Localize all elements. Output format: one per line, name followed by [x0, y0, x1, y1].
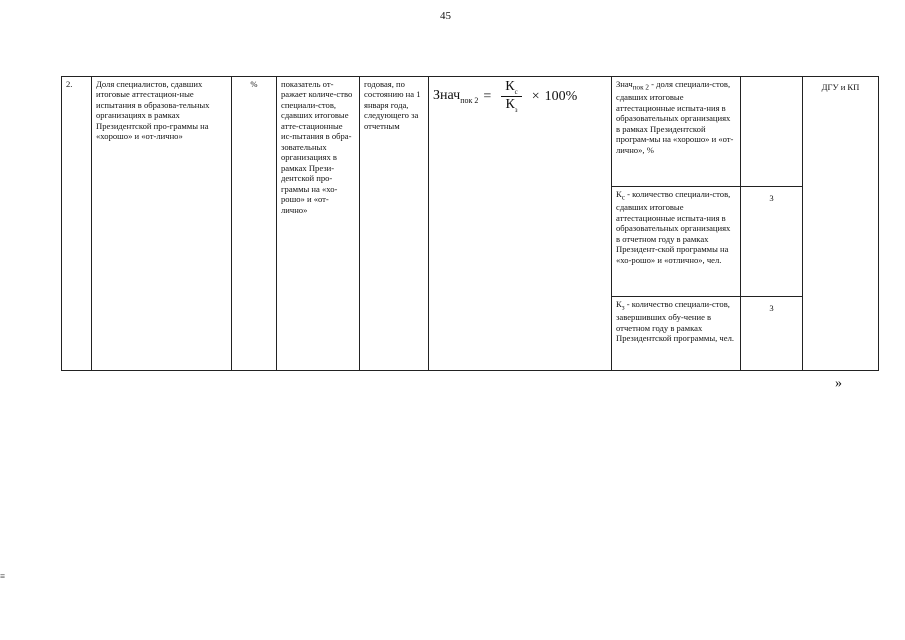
- formula-equals: =: [483, 89, 492, 105]
- variable-code: [741, 77, 803, 187]
- formula-denominator: $К_з$: [505, 97, 518, 115]
- variable-description: $К_с$ - количество специали-стов, сдавших итоговые аттестационные испыта-ния в образовательных организациях в отчетном году в рамках Президент-ской программы на «хо-рошо» и «отлично», чел.: [612, 187, 741, 297]
- indicator-table: [61, 76, 879, 371]
- scan-mark: ≡: [0, 571, 6, 581]
- indicator-name: Доля специалистов, сдавших итоговые аттестацион-ные испытания в образова-тельных организациях в рамках Президентской про-граммы на «хорошо» и «от-лично»: [92, 77, 232, 371]
- formula-times: ×: [531, 89, 540, 105]
- responsible-cell: ДГУ и КП: [803, 77, 879, 371]
- formula-cell: [429, 77, 612, 371]
- closing-quote: »: [835, 376, 842, 391]
- formula-fraction: [501, 79, 521, 114]
- unit-cell: %: [232, 77, 277, 371]
- formula-numerator: $К_с$: [501, 79, 521, 97]
- variable-description: Знач$_{пок 2}$ - доля специали-стов, сдавших итоговые аттестационные испыта-ния в образовательных организациях в рамках Президентской програм-мы на «хорошо» и «от-лично», %: [612, 77, 741, 187]
- definition-cell: показатель от-ражает количе-ство специали-стов, сдавших итоговые атте-стационные ис-пытания в обра-зовательных организациях в рамках Прези-дентской про-граммы на «хо-рошо» и «от-лично»: [277, 77, 360, 371]
- formula-factor: 100%: [544, 89, 578, 105]
- formula-lhs: Знач$_{пок 2}$: [433, 88, 479, 106]
- periodicity-cell: годовая, по состоянию на 1 января года, следующего за отчетным: [360, 77, 429, 371]
- variable-code: 3: [741, 297, 803, 371]
- page-number: 45: [440, 10, 451, 22]
- row-number: 2.: [62, 77, 92, 371]
- variable-description: $К_з$ - количество специали-стов, завершивших обу-чение в отчетном году в рамках Президентской программы, чел.: [612, 297, 741, 371]
- formula: [433, 79, 607, 114]
- variable-code: 3: [741, 187, 803, 297]
